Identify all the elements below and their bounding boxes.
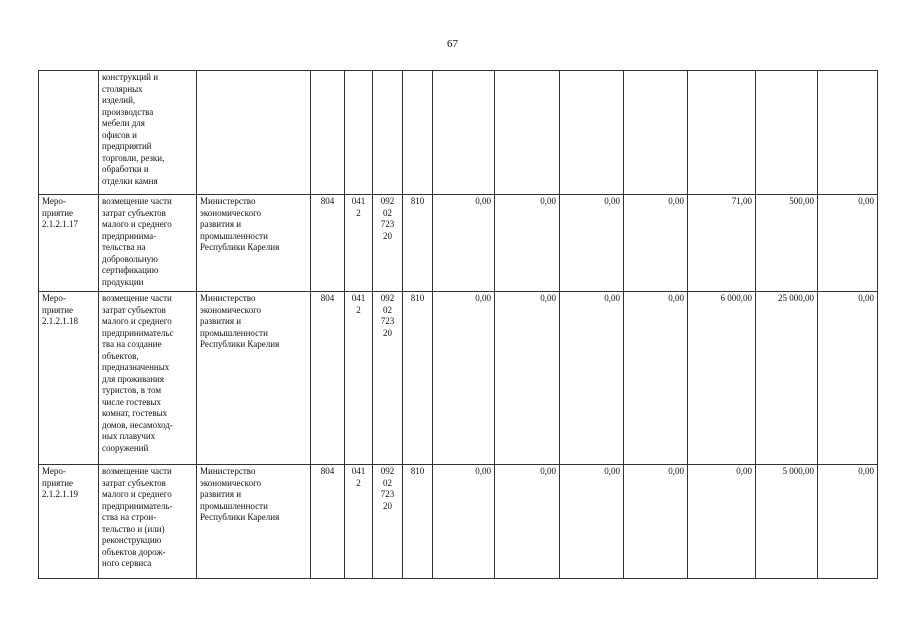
page-number: 67 bbox=[447, 38, 458, 50]
description-cell: возмещение части затрат субъектов малого и среднего предпринима- тельства на добровольную сертификацию продукции bbox=[99, 195, 197, 292]
value-cell bbox=[495, 71, 560, 195]
vr-cell: 810 bbox=[403, 465, 433, 579]
grbs-cell: 804 bbox=[311, 195, 345, 292]
value-cell: 6 000,00 bbox=[688, 292, 756, 465]
table-row bbox=[39, 292, 878, 465]
rz-cell bbox=[345, 71, 373, 195]
value-cell: 0,00 bbox=[818, 195, 878, 292]
value-cell: 0,00 bbox=[560, 292, 624, 465]
value-cell: 0,00 bbox=[433, 292, 495, 465]
table-row bbox=[39, 71, 878, 195]
csr-cell: 092 02 723 20 bbox=[373, 465, 403, 579]
vr-cell: 810 bbox=[403, 292, 433, 465]
csr-cell: 092 02 723 20 bbox=[373, 292, 403, 465]
value-cell: 0,00 bbox=[560, 195, 624, 292]
vr-cell bbox=[403, 71, 433, 195]
value-cell bbox=[624, 71, 688, 195]
csr-cell bbox=[373, 71, 403, 195]
ministry-cell: Министерство экономического развития и промышленности Республики Карелия bbox=[197, 292, 311, 465]
value-cell: 0,00 bbox=[818, 465, 878, 579]
value-cell: 5 000,00 bbox=[756, 465, 818, 579]
value-cell bbox=[818, 71, 878, 195]
vr-cell: 810 bbox=[403, 195, 433, 292]
activity-name-cell bbox=[39, 71, 99, 195]
value-cell: 0,00 bbox=[624, 195, 688, 292]
value-cell: 500,00 bbox=[756, 195, 818, 292]
value-cell: 0,00 bbox=[433, 195, 495, 292]
value-cell: 0,00 bbox=[818, 292, 878, 465]
value-cell: 0,00 bbox=[433, 465, 495, 579]
value-cell bbox=[688, 71, 756, 195]
value-cell bbox=[756, 71, 818, 195]
ministry-cell: Министерство экономического развития и промышленности Республики Карелия bbox=[197, 195, 311, 292]
activity-name-cell: Меро- приятие 2.1.2.1.19 bbox=[39, 465, 99, 579]
value-cell: 0,00 bbox=[495, 195, 560, 292]
value-cell: 25 000,00 bbox=[756, 292, 818, 465]
value-cell: 0,00 bbox=[495, 465, 560, 579]
ministry-cell: Министерство экономического развития и промышленности Республики Карелия bbox=[197, 465, 311, 579]
rz-cell: 041 2 bbox=[345, 195, 373, 292]
ministry-cell bbox=[197, 71, 311, 195]
activity-name-cell: Меро- приятие 2.1.2.1.18 bbox=[39, 292, 99, 465]
grbs-cell: 804 bbox=[311, 465, 345, 579]
table-row bbox=[39, 465, 878, 579]
budget-table bbox=[38, 70, 878, 579]
value-cell bbox=[433, 71, 495, 195]
description-cell: возмещение части затрат субъектов малого и среднего предпринимательс тва на создание объектов, предназначенных для проживания туристов, в том числе гостевых комнат, гостевых домов, несамоход- ных плавучих сооружений bbox=[99, 292, 197, 465]
activity-name-cell: Меро- приятие 2.1.2.1.17 bbox=[39, 195, 99, 292]
rz-cell: 041 2 bbox=[345, 292, 373, 465]
value-cell: 71,00 bbox=[688, 195, 756, 292]
csr-cell: 092 02 723 20 bbox=[373, 195, 403, 292]
value-cell: 0,00 bbox=[560, 465, 624, 579]
value-cell: 0,00 bbox=[688, 465, 756, 579]
value-cell: 0,00 bbox=[495, 292, 560, 465]
value-cell bbox=[560, 71, 624, 195]
value-cell: 0,00 bbox=[624, 292, 688, 465]
grbs-cell bbox=[311, 71, 345, 195]
description-cell: конструкций и столярных изделий, производства мебели для офисов и предприятий торговли, резки, обработки и отделки камня bbox=[99, 71, 197, 195]
value-cell: 0,00 bbox=[624, 465, 688, 579]
rz-cell: 041 2 bbox=[345, 465, 373, 579]
table-row bbox=[39, 195, 878, 292]
grbs-cell: 804 bbox=[311, 292, 345, 465]
description-cell: возмещение части затрат субъектов малого и среднего предприниматель- ства на строи- тельство и (или) реконструкцию объектов дорож- ного сервиса bbox=[99, 465, 197, 579]
